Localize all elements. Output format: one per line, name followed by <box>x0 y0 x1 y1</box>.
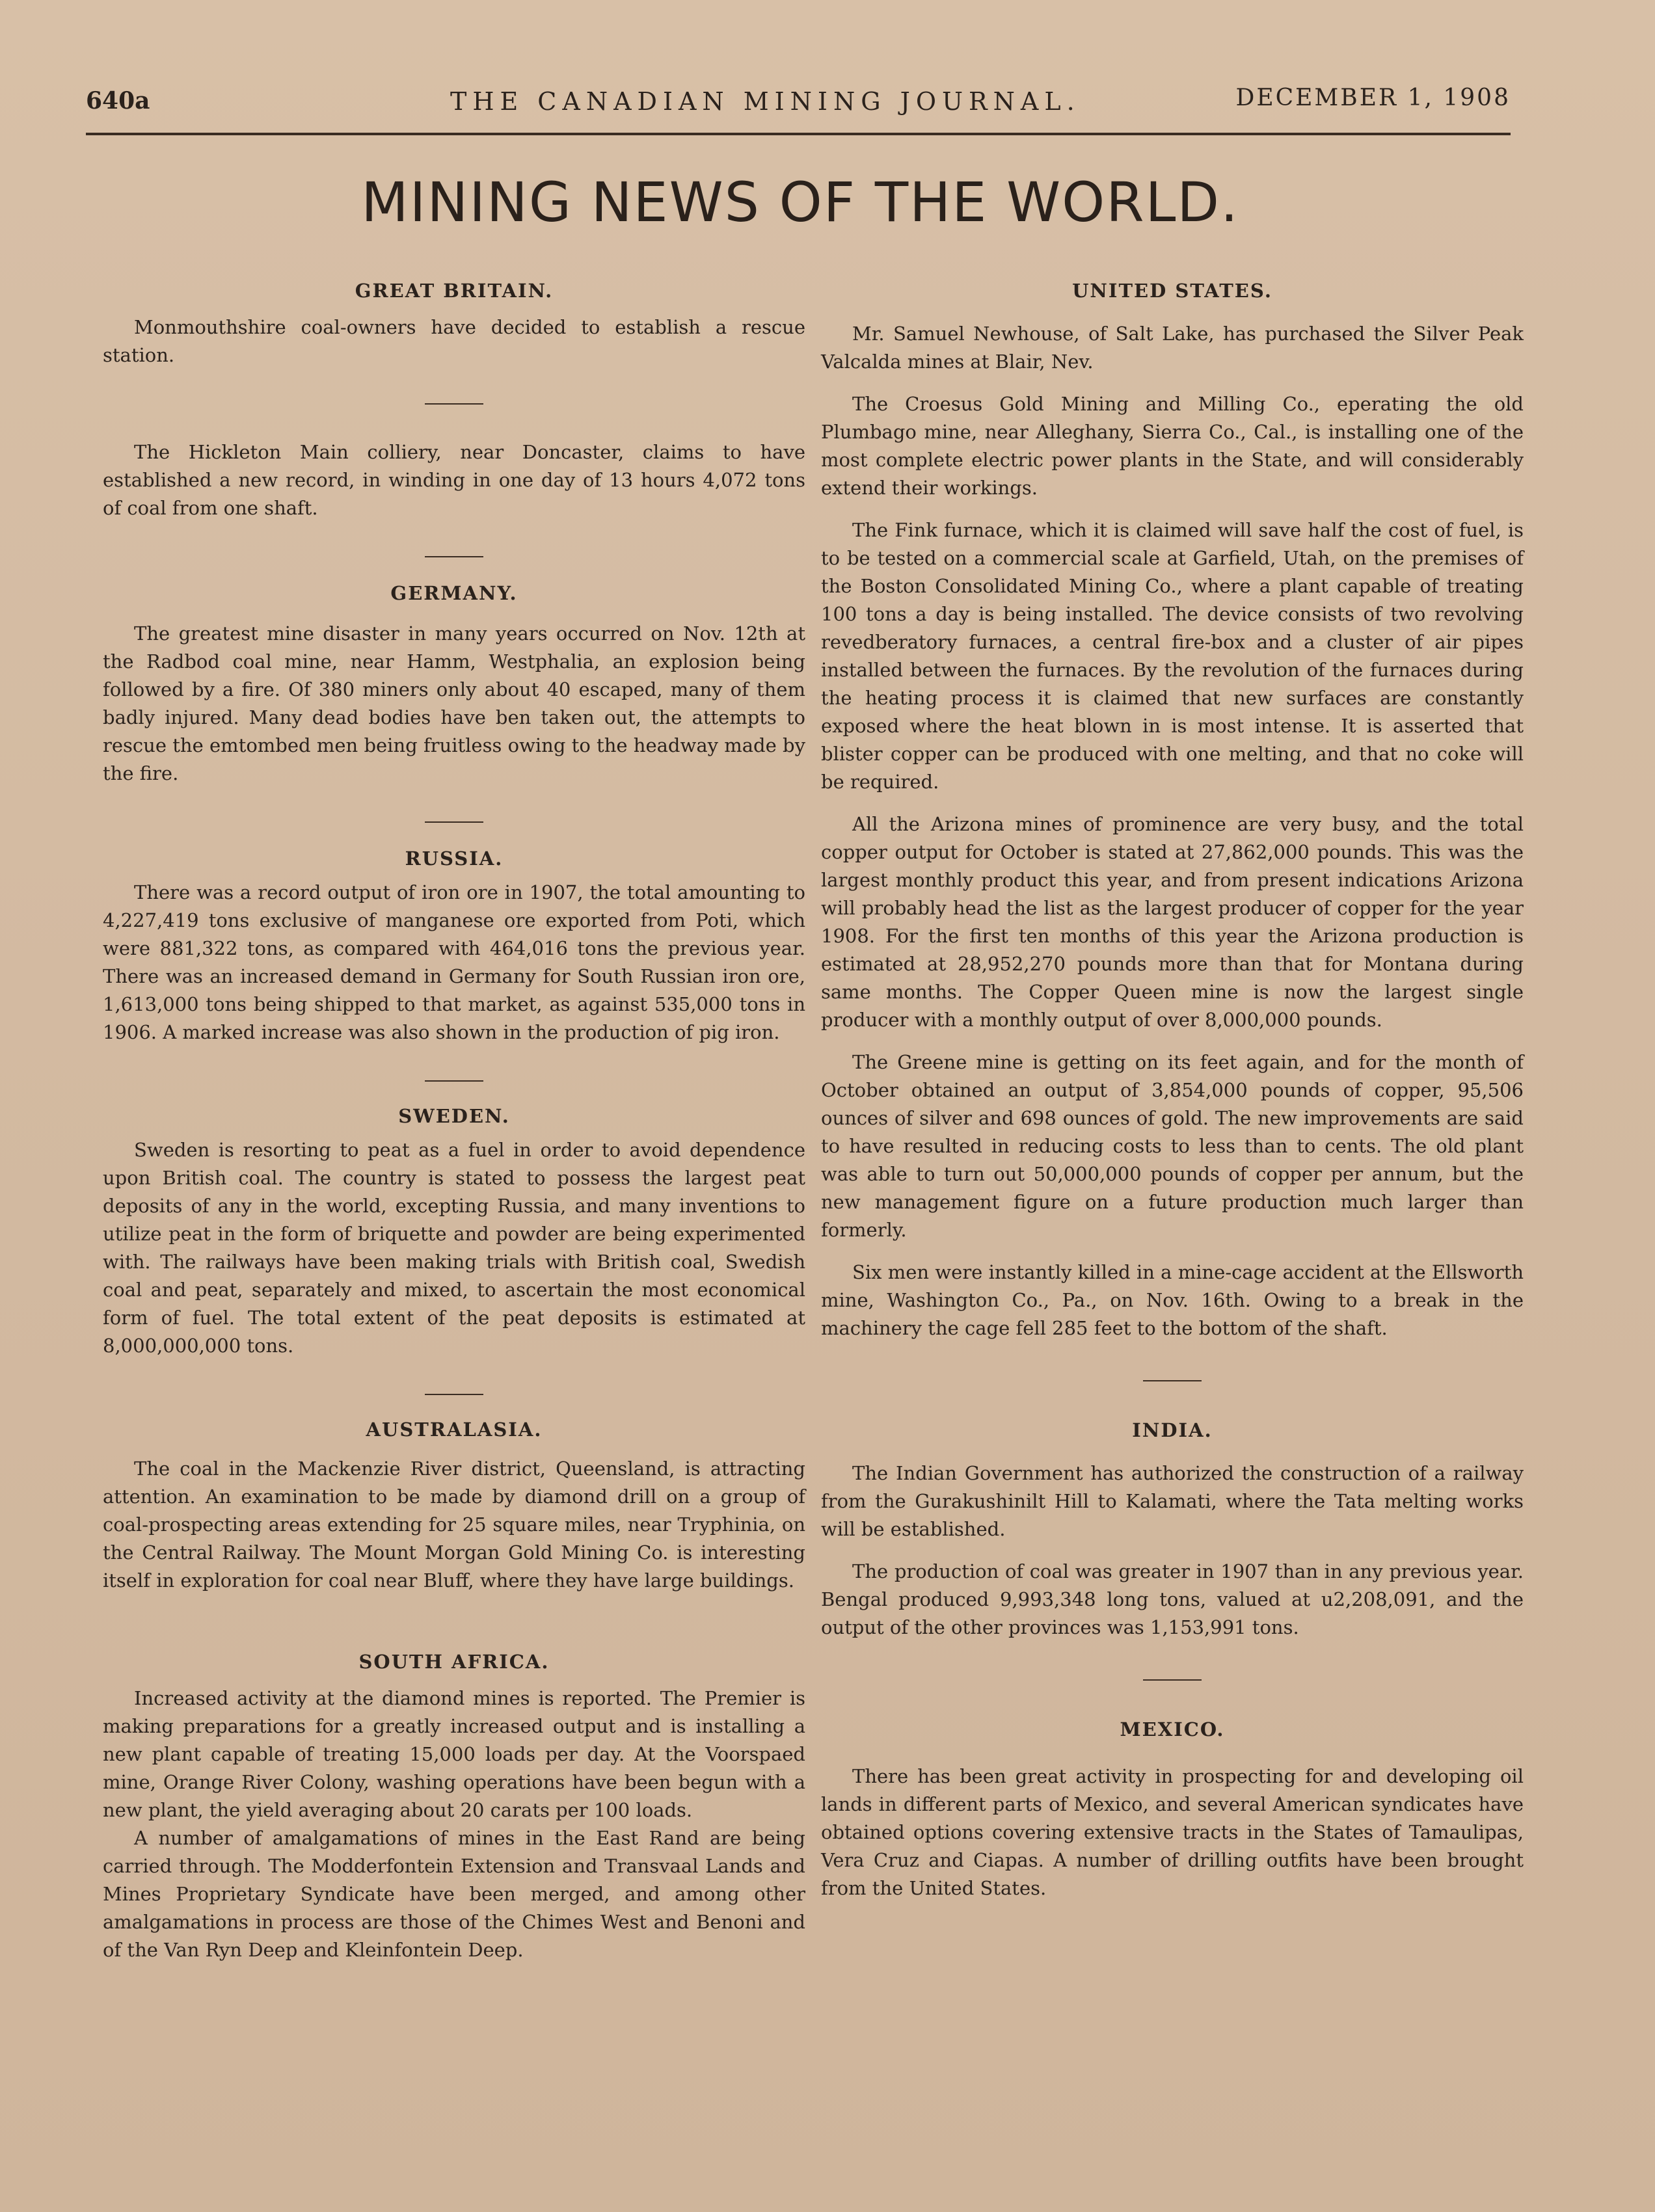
article-paragraph: Mr. Samuel Newhouse, of Salt Lake, has purchased the Silver Peak Valcalda mines at Blair, Nev. <box>821 323 1524 373</box>
right-column <box>821 280 1524 1902</box>
section-heading: UNITED STATES. <box>1072 280 1272 302</box>
section-russia <box>103 847 805 1046</box>
article-paragraph: The Fink furnace, which it is claimed will save half the cost of fuel, is to be tested on a commercial scale at Garfield, Utah, on the premises of the Boston Consolidated Mining Co., where a plant capable of treating 100 tons a day is being installed. The device consists of two revolving revedberatory furnaces, a central fire-box and a cluster of air pipes installed between the furnaces. By the revolution of the furnaces during the heating process it is claimed that new surfaces are constantly exposed where the heat blown in is most intense. It is asserted that blister copper can be produced with one melting, and that no coke will be required. <box>821 519 1524 793</box>
section-united-states <box>821 280 1524 1342</box>
article-paragraph: The Greene mine is getting on its feet again, and for the month of October obtained an output of 3,854,000 pounds of copper, 95,506 ounces of silver and 698 ounces of gold. The new improvements are said to have resulted in reducing costs to less than to cents. The old plant was able to turn out 50,000,000 pounds of copper per annum, but the new management figure on a future production much larger than formerly. <box>821 1051 1524 1241</box>
article-paragraph: The production of coal was greater in 1907 than in any previous year. Bengal produced 9,993,348 long tons, valued at u2,208,091, and the output of the other provinces was 1,153,991 tons. <box>821 1560 1524 1638</box>
section-mexico <box>821 1718 1524 1902</box>
section-heading: SOUTH AFRICA. <box>358 1651 550 1673</box>
page-number: 640a <box>86 87 150 114</box>
article-paragraph: Sweden is resorting to peat as a fuel in order to avoid dependence upon British coal. The country is stated to possess the largest peat deposits of any in the world, excepting Russia, and many inventions to utilize peat in the form of briquette and powder are being experimented with. The railways have been making trials with British coal, Swedish coal and peat, separately and mixed, to ascertain the most economical form of fuel. The total extent of the peat deposits is estimated at 8,000,000,000 tons. <box>103 1139 805 1357</box>
article-paragraph: The Hickleton Main colliery, near Doncaster, claims to have established a new record, in winding in one day of 13 hours 4,072 tons of coal from one shaft. <box>103 441 805 519</box>
section-great-britain <box>103 280 805 522</box>
article-paragraph: Six men were instantly killed in a mine-cage accident at the Ellsworth mine, Washington Co., Pa., on Nov. 16th. Owing to a break in the machinery the cage fell 285 feet to the bottom of the shaft. <box>821 1261 1524 1339</box>
section-heading: SWEDEN. <box>398 1105 510 1127</box>
section-germany <box>103 582 805 788</box>
article-paragraph: A number of amalgamations of mines in the East Rand are being carried through. The Modderfontein Extension and Transvaal Lands and Mines Proprietary Syndicate have been merged, and among other amalgamations in process are those of the Chimes West and Benoni and of the Van Ryn Deep and Kleinfontein Deep. <box>103 1827 805 1961</box>
section-heading: INDIA. <box>1132 1419 1213 1441</box>
article-paragraph: All the Arizona mines of prominence are very busy, and the total copper output for October is stated at 27,862,000 pounds. This was the largest monthly product this year, and from present indications Arizona will probably head the list as the largest producer of copper for the year 1908. For the first ten months of this year the Arizona production is estimated at 28,952,270 pounds more than that for Montana during same months. The Copper Queen mine is now the largest single producer with a monthly output of over 8,000,000 pounds. <box>821 813 1524 1031</box>
page-title: MINING NEWS OF THE WORLD. <box>361 170 1239 234</box>
section-heading: GREAT BRITAIN. <box>355 280 554 302</box>
header-rule <box>86 133 1511 135</box>
article-paragraph: There has been great activity in prospecting for and developing oil lands in different parts of Mexico, and several American syndicates have obtained options covering extensive tracts in the States of Tamaulipas, Vera Cruz and Ciapas. A number of drilling outfits have been brought from the United States. <box>821 1765 1524 1899</box>
article-paragraph: The coal in the Mackenzie River district, Queensland, is attracting attention. An examination to be made by diamond drill on a group of coal-prospecting areas extending for 25 square miles, near Tryphinia, on the Central Railway. The Mount Morgan Gold Mining Co. is interesting itself in exploration for coal near Bluff, where they have large buildings. <box>103 1458 805 1592</box>
article-paragraph: The greatest mine disaster in many years occurred on Nov. 12th at the Radbod coal mine, near Hamm, Westphalia, an explosion being followed by a fire. Of 380 miners only about 40 escaped, many of them badly injured. Many dead bodies have ben taken out, the attempts to rescue the emtombed men being fruitless owing to the headway made by the fire. <box>103 622 805 784</box>
article-paragraph: The Croesus Gold Mining and Milling Co., eperating the old Plumbago mine, near Alleghany, Sierra Co., Cal., is installing one of the most complete electric power plants in the State, and will considerably extend their workings. <box>821 393 1524 499</box>
section-india <box>821 1419 1524 1642</box>
article-paragraph: The Indian Government has authorized the construction of a railway from the Gurakushinilt Hill to Kalamati, where the Tata melting works will be established. <box>821 1462 1524 1540</box>
journal-title: THE CANADIAN MINING JOURNAL. <box>450 87 1081 116</box>
page-header <box>86 77 1511 139</box>
section-heading: MEXICO. <box>1120 1718 1225 1740</box>
section-sweden <box>103 1105 805 1360</box>
section-heading: GERMANY. <box>390 582 518 604</box>
article-paragraph: Increased activity at the diamond mines is reported. The Premier is making preparations for a greatly increased output and is installing a new plant capable of treating 15,000 loads per day. At the Voorspaed mine, Orange River Colony, washing operations have been begun with a new plant, the yield averaging about 20 carats per 100 loads. <box>103 1687 805 1821</box>
left-column <box>103 280 805 1964</box>
article-paragraph: Monmouthshire coal-owners have decided to establish a rescue station. <box>103 316 805 366</box>
section-australasia <box>103 1419 805 1595</box>
article-paragraph: There was a record output of iron ore in 1907, the total amounting to 4,227,419 tons exclusive of manganese ore exported from Poti, which were 881,322 tons, as compared with 464,016 tons the previous year. There was an increased demand in Germany for South Russian iron ore, 1,613,000 tons being shipped to that market, as against 535,000 tons in 1906. A marked increase was also shown in the production of pig iron. <box>103 881 805 1043</box>
section-south-africa <box>103 1651 805 1964</box>
issue-date: DECEMBER 1, 1908 <box>1235 85 1511 111</box>
section-heading: AUSTRALASIA. <box>366 1419 543 1441</box>
section-heading: RUSSIA. <box>405 847 504 870</box>
